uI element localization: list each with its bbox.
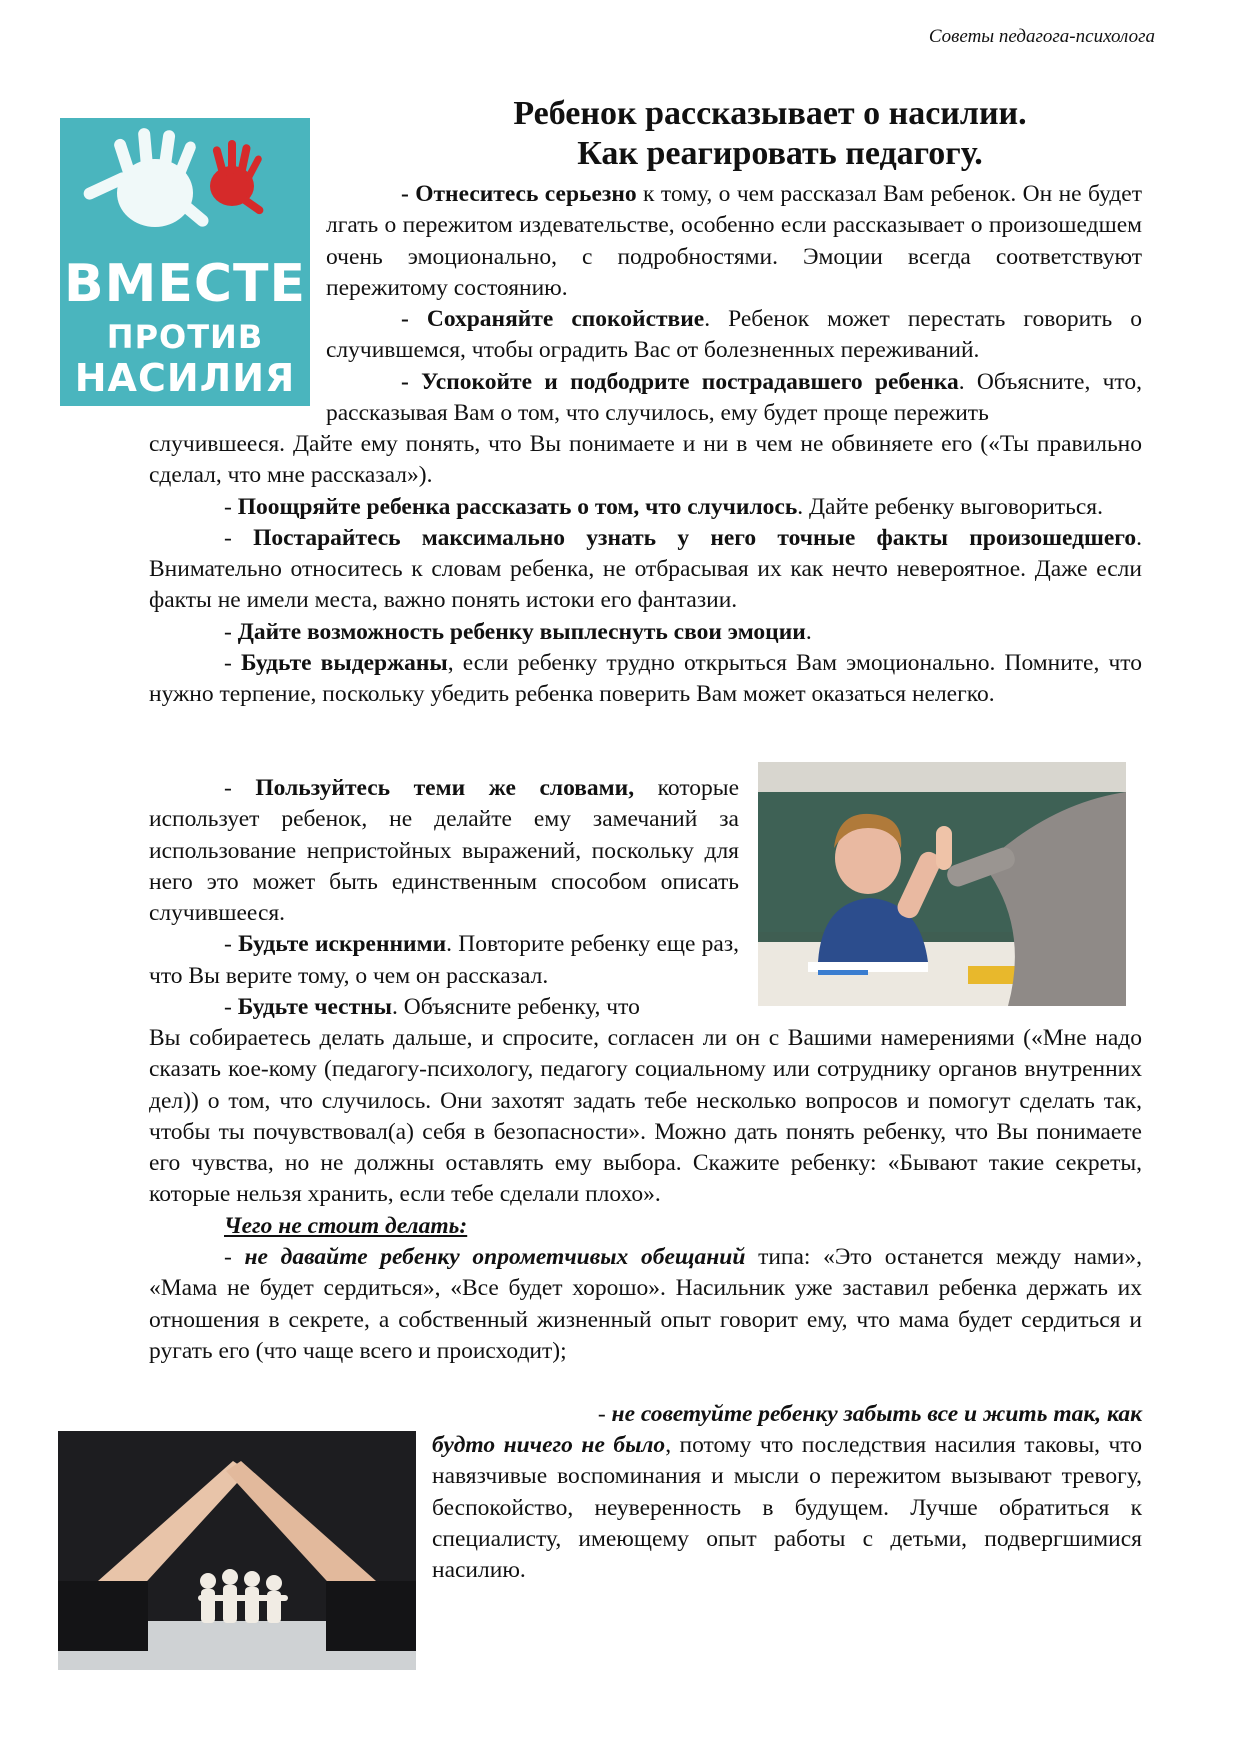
- paragraph-9: - Будьте искренними. Повторите ребенку еще раз, что Вы верите тому, о чем он рассказал.: [149, 931, 740, 989]
- title-line-1: Ребенок рассказывает о насилии.: [513, 95, 1027, 132]
- paragraph-6: - Дайте возможность ребенку выплеснуть свои эмоции.: [224, 618, 812, 645]
- high-five-image: [758, 762, 1126, 1006]
- campaign-logo: [60, 118, 310, 406]
- text-block-full-width-2: [149, 1023, 1142, 1367]
- paragraph-8: - Пользуйтесь теми же словами, которые использует ребенок, не делайте ему замечаний за использование непристойных выражений, поскольку для него это может быть единственным способом описать случившееся.: [149, 775, 739, 927]
- paragraph-10a: - Будьте честны. Объясните ребенку, что: [224, 994, 640, 1021]
- protective-hands-photo: [58, 1431, 416, 1670]
- logo-word-3: НАСИЛИЯ: [74, 356, 296, 400]
- dont-heading: Чего не стоит делать:: [224, 1212, 468, 1239]
- paragraph-2: - Сохраняйте спокойствие. Ребенок может перестать говорить о случившемся, чтобы оградить Вас от болезненных переживаний.: [326, 306, 1142, 364]
- paragraph-7: - Будьте выдержаны, если ребенку трудно открыться Вам эмоционально. Помните, что нужно терпение, поскольку убедить ребенка поверить Вам может оказаться нелегко.: [149, 650, 1142, 708]
- text-block-beside-photo: [149, 773, 739, 1023]
- classroom-photo: [758, 762, 1126, 1006]
- paragraph-3a: - Успокойте и подбодрите пострадавшего ребенка. Объясните, что, рассказывая Вам о том, что случилось, ему будет проще пережить: [326, 368, 1142, 427]
- dont-item-2-first-line: - не советуйте ребенку забыть все и жить так, как: [597, 1401, 1142, 1427]
- paragraph-3b: случившееся. Дайте ему понять, что Вы понимаете и ни в чем не обвиняете его («Ты правильно сделал, что мне рассказал»).: [149, 431, 1142, 489]
- hands-over-paper-people-image: [58, 1431, 416, 1670]
- paragraph-5: - Постарайтесь максимально узнать у него точные факты произошедшего. Внимательно относитесь к словам ребенка, не отбрасывая их как нечто невероятное. Даже если факты не имели места, важно понять истоки его фантазии.: [149, 524, 1142, 614]
- paragraph-1: - Отнеситесь серьезно к тому, о чем рассказал Вам ребенок. Он не будет лгать о пережитом издевательстве, особенно если рассказывает о произошедшем очень эмоционально, с подробностями. Эмоции всегда соответствуют пережитому состоянию.: [326, 181, 1142, 301]
- text-block-full-width: [149, 429, 1142, 711]
- paragraph-4: - Поощряйте ребенка рассказать о том, что случилось. Дайте ребенку выговориться.: [224, 493, 1103, 520]
- dont-item-1: - не давайте ребенку опрометчивых обещаний типа: «Это останется между нами», «Мама не будет сердиться», «Все будет хорошо». Насильник уже заставил ребенка держать их отношения в секрете, а собственный жизненный опыт говорит ему, что мама будет сердиться и ругать его (что чаще всего и происходит);: [149, 1244, 1143, 1364]
- logo-word-1: ВМЕСТЕ: [63, 254, 307, 314]
- header-note: Советы педагога-психолога: [928, 26, 1155, 47]
- title-line-2: Как реагировать педагогу.: [577, 135, 983, 172]
- dont-item-2-body: будто ничего не было, потому что последствия насилия таковы, что навязчивые воспоминания и мысли о пережитом вызывают тревогу, беспокойство, неуверенность в будущем. Лучше обратиться к специалисту, имеющему опыт работы с детьми, подвергшимися насилию.: [432, 1432, 1142, 1584]
- text-block-beside-logo: [326, 179, 1142, 429]
- paragraph-10b: Вы собираетесь делать дальше, и спросите, согласен ли он с Вашими намерениями («Мне надо сказать кое-кому (педагогу-психологу, педагогу социальному или сотруднику органов внутренних дел)) о том, что случилось. Они захотят задать тебе несколько вопросов и помогут сделать так, чтобы ты почувствовал(а) себя в безопасности». Можно дать понять ребенку, что Вы понимаете его чувства, но не должны оставлять ему выбора. Скажите ребенку: «Бывают такие секреты, которые нельзя хранить, если тебе сделали плохо».: [149, 1025, 1142, 1208]
- logo-word-2: ПРОТИВ: [106, 318, 264, 356]
